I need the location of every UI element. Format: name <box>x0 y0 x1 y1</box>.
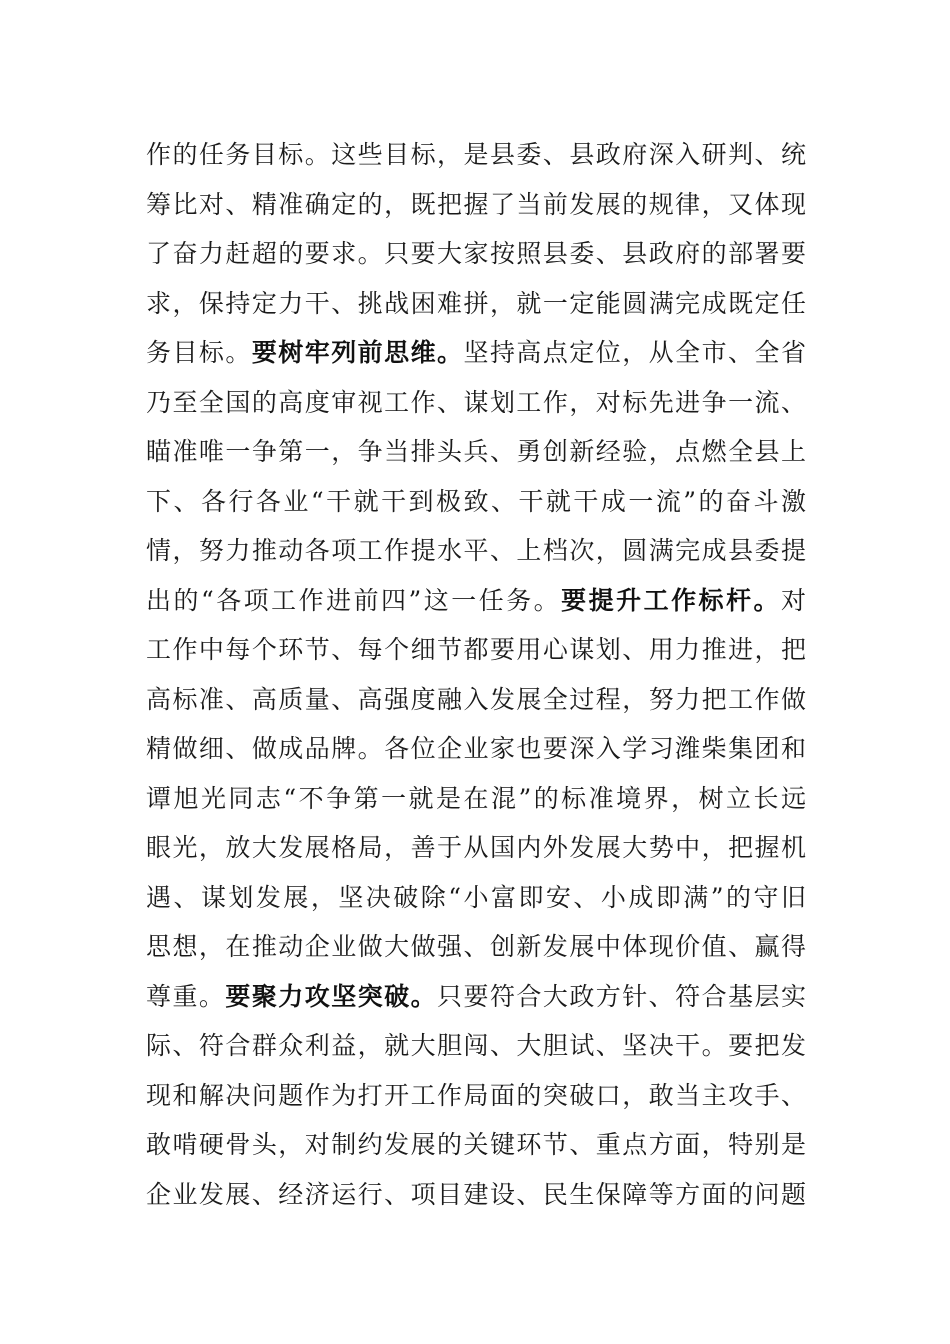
text-line <box>146 328 806 378</box>
text-line <box>146 1170 806 1220</box>
body-text-run: 作的任务目标。这些目标，是县委、县政府深入研判、统 <box>146 140 806 169</box>
body-text-run: 尊重。 <box>146 981 226 1011</box>
text-line <box>146 724 806 774</box>
text-line <box>146 922 806 972</box>
text-line <box>146 774 806 824</box>
text-line <box>146 279 806 329</box>
body-text-run: 坚持高点定位，从全市、全省 <box>463 338 806 367</box>
bold-heading-text: 要提升工作标杆。 <box>561 585 781 615</box>
text-line <box>146 1021 806 1071</box>
text-line <box>146 229 806 279</box>
body-text-run: 遇、谋划发展，坚决破除“小富即安、小成即满”的守旧 <box>146 882 806 912</box>
text-line <box>146 675 806 725</box>
text-line <box>146 378 806 428</box>
text-line <box>146 625 806 675</box>
body-text <box>146 130 806 1219</box>
text-line <box>146 427 806 477</box>
body-text-run: 眼光，放大发展格局，善于从国内外发展大势中，把握机 <box>146 833 806 862</box>
body-text-run: 求，保持定力干、挑战困难拼，就一定能圆满完成既定任 <box>146 288 806 318</box>
body-text-run: 情，努力推动各项工作提水平、上档次，圆满完成县委提 <box>146 536 806 565</box>
body-text-run: 精做细、做成品牌。各位企业家也要深入学习潍柴集团和 <box>146 734 806 763</box>
body-text-run: 思想，在推动企业做大做强、创新发展中体现价值、赢得 <box>146 932 806 961</box>
body-text-run: 出的“各项工作进前四”这一任务。 <box>146 585 562 615</box>
body-text-run: 敢啃硬骨头，对制约发展的关键环节、重点方面，特别是 <box>146 1130 806 1159</box>
body-text-run: 高标准、高质量、高强度融入发展全过程，努力把工作做 <box>146 684 806 714</box>
bold-heading-text: 要聚力攻坚突破。 <box>225 981 438 1011</box>
body-text-run: 瞄准唯一争第一，争当排头兵、勇创新经验，点燃全县上 <box>146 437 806 466</box>
text-line <box>146 526 806 576</box>
body-text-run: 乃至全国的高度审视工作、谋划工作，对标先进争一流、 <box>146 387 806 417</box>
body-text-run: 下、各行各业“干就干到极致、干就干成一流”的奋斗激 <box>146 486 806 516</box>
body-text-run: 务目标。 <box>146 338 252 367</box>
body-text-run: 谭旭光同志“不争第一就是在混”的标准境界，树立长远 <box>146 783 806 813</box>
text-line <box>146 576 806 626</box>
body-text-run: 了奋力赶超的要求。只要大家按照县委、县政府的部署要 <box>146 239 806 268</box>
text-line <box>146 1120 806 1170</box>
body-text-run: 只要符合大政方针、符合基层实 <box>437 981 806 1011</box>
text-line <box>146 873 806 923</box>
text-line <box>146 823 806 873</box>
text-line <box>146 180 806 230</box>
body-text-run: 对 <box>780 585 806 615</box>
text-line <box>146 972 806 1022</box>
body-text-run: 企业发展、经济运行、项目建设、民生保障等方面的问题 <box>146 1179 806 1209</box>
body-text-run: 工作中每个环节、每个细节都要用心谋划、用力推进，把 <box>146 635 806 664</box>
text-line <box>146 130 806 180</box>
body-text-run: 际、符合群众利益，就大胆闯、大胆试、坚决干。要把发 <box>146 1031 806 1060</box>
body-text-run: 现和解决问题作为打开工作局面的突破口，敢当主攻手、 <box>146 1080 806 1110</box>
text-line <box>146 1071 806 1121</box>
bold-heading-text: 要树牢列前思维。 <box>251 338 464 367</box>
text-line <box>146 477 806 527</box>
body-text-run: 筹比对、精准确定的，既把握了当前发展的规律，又体现 <box>146 189 806 219</box>
